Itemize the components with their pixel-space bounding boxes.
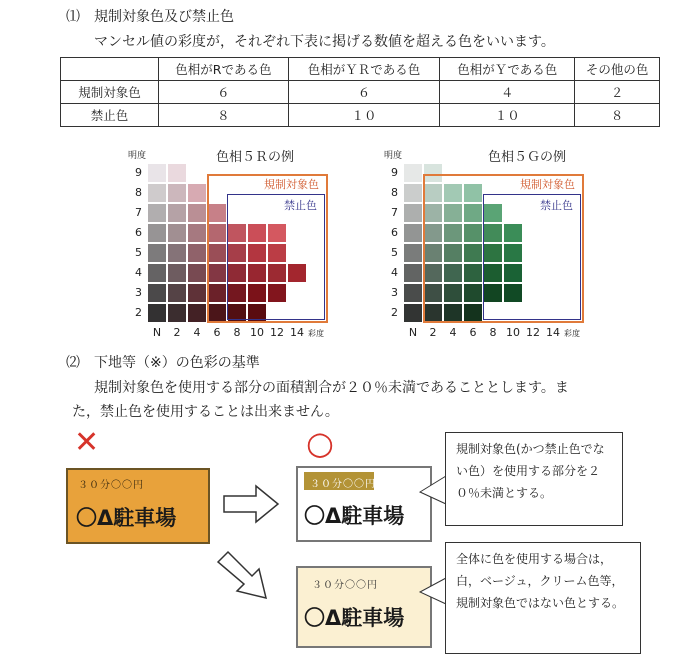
table-row-label: 禁止色	[61, 104, 159, 127]
x-tick-label: 14	[546, 326, 560, 339]
chart-title: 色相５Ｇの例	[488, 150, 567, 165]
callout-whole-color: 全体に色を使用する場合は，白，ベージュ，クリーム色等，規制対象色ではない色とする。	[445, 542, 641, 654]
color-chip	[148, 304, 166, 322]
table-header-row	[61, 58, 660, 81]
x-tick-label: 10	[506, 326, 520, 339]
color-chip	[148, 224, 166, 242]
table-header-cell: 色相がRである色	[159, 58, 289, 81]
table-row-label: 規制対象色	[61, 81, 159, 104]
color-chip	[188, 224, 206, 242]
color-chip	[148, 284, 166, 302]
color-chip	[168, 284, 186, 302]
x-tick-label: 4	[449, 326, 457, 339]
right-arrow-icon	[222, 484, 280, 524]
color-chip	[148, 264, 166, 282]
y-axis-label: 明度	[128, 151, 147, 161]
sign-name-text: 〇Δ駐車場	[304, 606, 405, 630]
x-tick-label: 6	[213, 326, 221, 339]
table-header-cell: 色相がＹである色	[440, 58, 575, 81]
color-chip	[148, 164, 166, 182]
bad-example-sign	[66, 468, 210, 544]
color-chip	[404, 184, 422, 202]
callout1-pointer	[418, 470, 448, 510]
bad-example-cross-icon: ✕	[74, 425, 100, 460]
section2-description-line1: 規制対象色を使用する部分の面積割合が２０％未満であることとします。ま	[94, 380, 569, 396]
y-tick-label: 8	[391, 186, 398, 199]
x-axis-label: 彩度	[564, 329, 580, 338]
good-example-sign-cream	[296, 566, 432, 648]
sign-time-text: ３０分〇〇円	[312, 580, 378, 591]
table-cell: ８	[575, 104, 660, 127]
good-example-sign-white	[296, 466, 432, 542]
table-cell: ８	[159, 104, 289, 127]
y-tick-label: 9	[135, 166, 142, 179]
regulated-zone-label: 規制対象色	[264, 178, 319, 191]
x-tick-label: N	[408, 326, 418, 339]
y-tick-label: 7	[391, 206, 398, 219]
table-cell: １０	[288, 104, 440, 127]
y-tick-label: 4	[391, 266, 398, 279]
color-chip	[148, 184, 166, 202]
color-chip	[168, 244, 186, 262]
color-chip	[404, 284, 422, 302]
section1-heading: ⑴ 規制対象色及び禁止色	[66, 9, 234, 25]
color-chip	[188, 204, 206, 222]
sign-time-text: ３０分〇〇円	[78, 480, 144, 491]
sign-name-text: 〇Δ駐車場	[76, 506, 177, 530]
table-cell: ４	[440, 81, 575, 104]
y-tick-label: 3	[135, 286, 142, 299]
table-header-cell: 色相がＹＲである色	[288, 58, 440, 81]
y-tick-label: 2	[391, 306, 398, 319]
y-tick-label: 5	[391, 246, 398, 259]
callout2-pointer	[418, 572, 448, 612]
color-chip	[188, 244, 206, 262]
x-tick-label: 4	[193, 326, 201, 339]
color-chip	[404, 264, 422, 282]
section2-heading: ⑵ 下地等（※）の色彩の基準	[66, 355, 260, 371]
color-chip	[404, 304, 422, 322]
y-tick-label: 6	[391, 226, 398, 239]
table-header-cell	[61, 58, 159, 81]
munsell-chart-5g	[376, 146, 606, 339]
x-tick-label: 8	[489, 326, 497, 339]
x-tick-label: 2	[429, 326, 437, 339]
munsell-chart-5r	[120, 146, 350, 339]
callout-20-percent: 規制対象色(かつ禁止色でない色）を使用する部分を２０％未満とする。	[445, 432, 623, 526]
color-chip	[168, 184, 186, 202]
color-chip	[188, 264, 206, 282]
section1-description: マンセル値の彩度が，それぞれ下表に掲げる数値を超える色をいいます。	[94, 34, 555, 50]
color-chip	[188, 184, 206, 202]
section2-description-line2: た，禁止色を使用することは出来ません。	[72, 404, 339, 420]
prohibited-zone-label: 禁止色	[540, 199, 573, 212]
y-tick-label: 6	[135, 226, 142, 239]
table-row	[61, 104, 660, 127]
color-chip	[168, 224, 186, 242]
x-tick-label: 14	[290, 326, 304, 339]
color-chip	[188, 284, 206, 302]
y-tick-label: 8	[135, 186, 142, 199]
color-chip	[168, 164, 186, 182]
sign-name-text: 〇Δ駐車場	[304, 504, 405, 528]
y-tick-label: 5	[135, 246, 142, 259]
x-tick-label: 12	[526, 326, 540, 339]
x-tick-label: 2	[173, 326, 181, 339]
sign-time-text: ３０分〇〇円	[310, 479, 376, 490]
color-chip	[188, 304, 206, 322]
chroma-criteria-table	[60, 57, 660, 127]
y-tick-label: 7	[135, 206, 142, 219]
x-tick-label: 6	[469, 326, 477, 339]
color-chip	[404, 164, 422, 182]
x-axis-label: 彩度	[308, 329, 324, 338]
x-tick-label: 10	[250, 326, 264, 339]
prohibited-zone-label: 禁止色	[284, 199, 317, 212]
x-tick-label: 12	[270, 326, 284, 339]
table-row	[61, 81, 660, 104]
diagonal-arrow-icon	[214, 548, 278, 604]
y-tick-label: 9	[391, 166, 398, 179]
color-chip	[148, 244, 166, 262]
color-chip	[168, 304, 186, 322]
table-cell: ６	[159, 81, 289, 104]
table-cell: ２	[575, 81, 660, 104]
good-example-circle-icon: ○	[306, 424, 334, 462]
y-tick-label: 2	[135, 306, 142, 319]
color-chip	[404, 244, 422, 262]
table-header-cell: その他の色	[575, 58, 660, 81]
table-cell: １０	[440, 104, 575, 127]
color-chip	[168, 264, 186, 282]
regulated-zone-label: 規制対象色	[520, 178, 575, 191]
color-chip	[404, 204, 422, 222]
color-chip	[148, 204, 166, 222]
y-tick-label: 4	[135, 266, 142, 279]
chart-title: 色相５Ｒの例	[216, 150, 295, 165]
color-chip	[168, 204, 186, 222]
x-tick-label: 8	[233, 326, 241, 339]
y-tick-label: 3	[391, 286, 398, 299]
color-chip	[404, 224, 422, 242]
table-cell: ６	[288, 81, 440, 104]
x-tick-label: N	[152, 326, 162, 339]
y-axis-label: 明度	[384, 151, 403, 161]
